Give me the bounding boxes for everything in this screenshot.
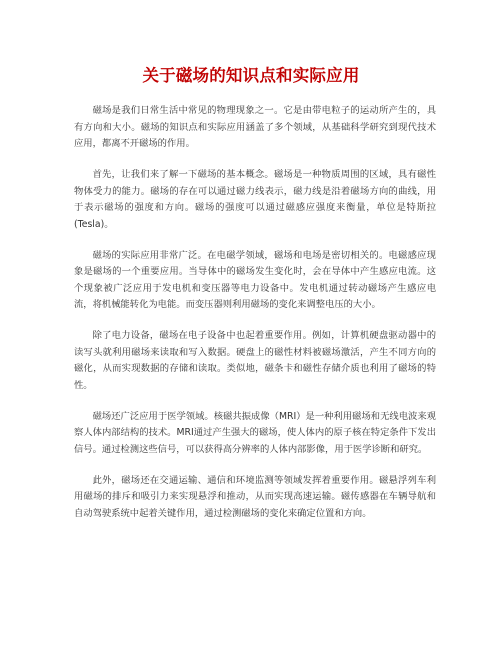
paragraph-basic-concepts: 首先，让我们来了解一下磁场的基本概念。磁场是一种物质周围的区域，具有磁性物体受力的能力。磁场的存在可以通过磁力线表示，磁力线是沿着磁场方向的曲线，用于表示磁场的强度和方向。磁场的强度可以通过磁感应强度来衡量，单位是特斯拉(Tesla)。 [74,169,436,230]
document-body [74,103,436,537]
paragraph-medical-applications: 磁场还广泛应用于医学领域。核磁共振成像（MRI）是一种利用磁场和无线电波来观察人体内部结构的技术。MRI通过产生强大的磁场，使人体内的原子核在特定条件下发出信号。通过检测这些信号，可以获得高分辨率的人体内部影像，用于医学诊断和研究。 [74,410,436,455]
paragraph-electromagnetic-applications: 磁场的实际应用非常广泛。在电磁学领域，磁场和电场是密切相关的。电磁感应现象是磁场的一个重要应用。当导体中的磁场发生变化时，会在导体中产生感应电流。这个现象被广泛应用于发电机和变压器等电力设备中。发电机通过转动磁场产生感应电流，将机械能转化为电能。而变压器则利用磁场的变化来调整电压的大小。 [74,249,436,310]
paragraph-intro: 磁场是我们日常生活中常见的物理现象之一。它是由带电粒子的运动所产生的，具有方向和大小。磁场的知识点和实际应用涵盖了多个领域，从基础科学研究到现代技术应用，都离不开磁场的作用。 [74,105,436,149]
document-title: 关于磁场的知识点和实际应用 [142,66,360,85]
paragraph-electronic-devices: 除了电力设备，磁场在电子设备中也起着重要作用。例如，计算机硬盘驱动器中的读写头就利用磁场来读取和写入数据。硬盘上的磁性材料被磁场激活，产生不同方向的磁化，从而实现数据的存储和读取。类似地，磁条卡和磁性存储介质也利用了磁场的特性。 [74,330,436,391]
paragraph-other-applications: 此外，磁场还在交通运输、通信和环境监测等领域发挥着重要作用。磁悬浮列车利用磁场的排斥和吸引力来实现悬浮和推动，从而实现高速运输。磁传感器在车辆导航和自动驾驶系统中起着关键作用，通过检测磁场的变化来确定位置和方向。 [74,474,436,519]
